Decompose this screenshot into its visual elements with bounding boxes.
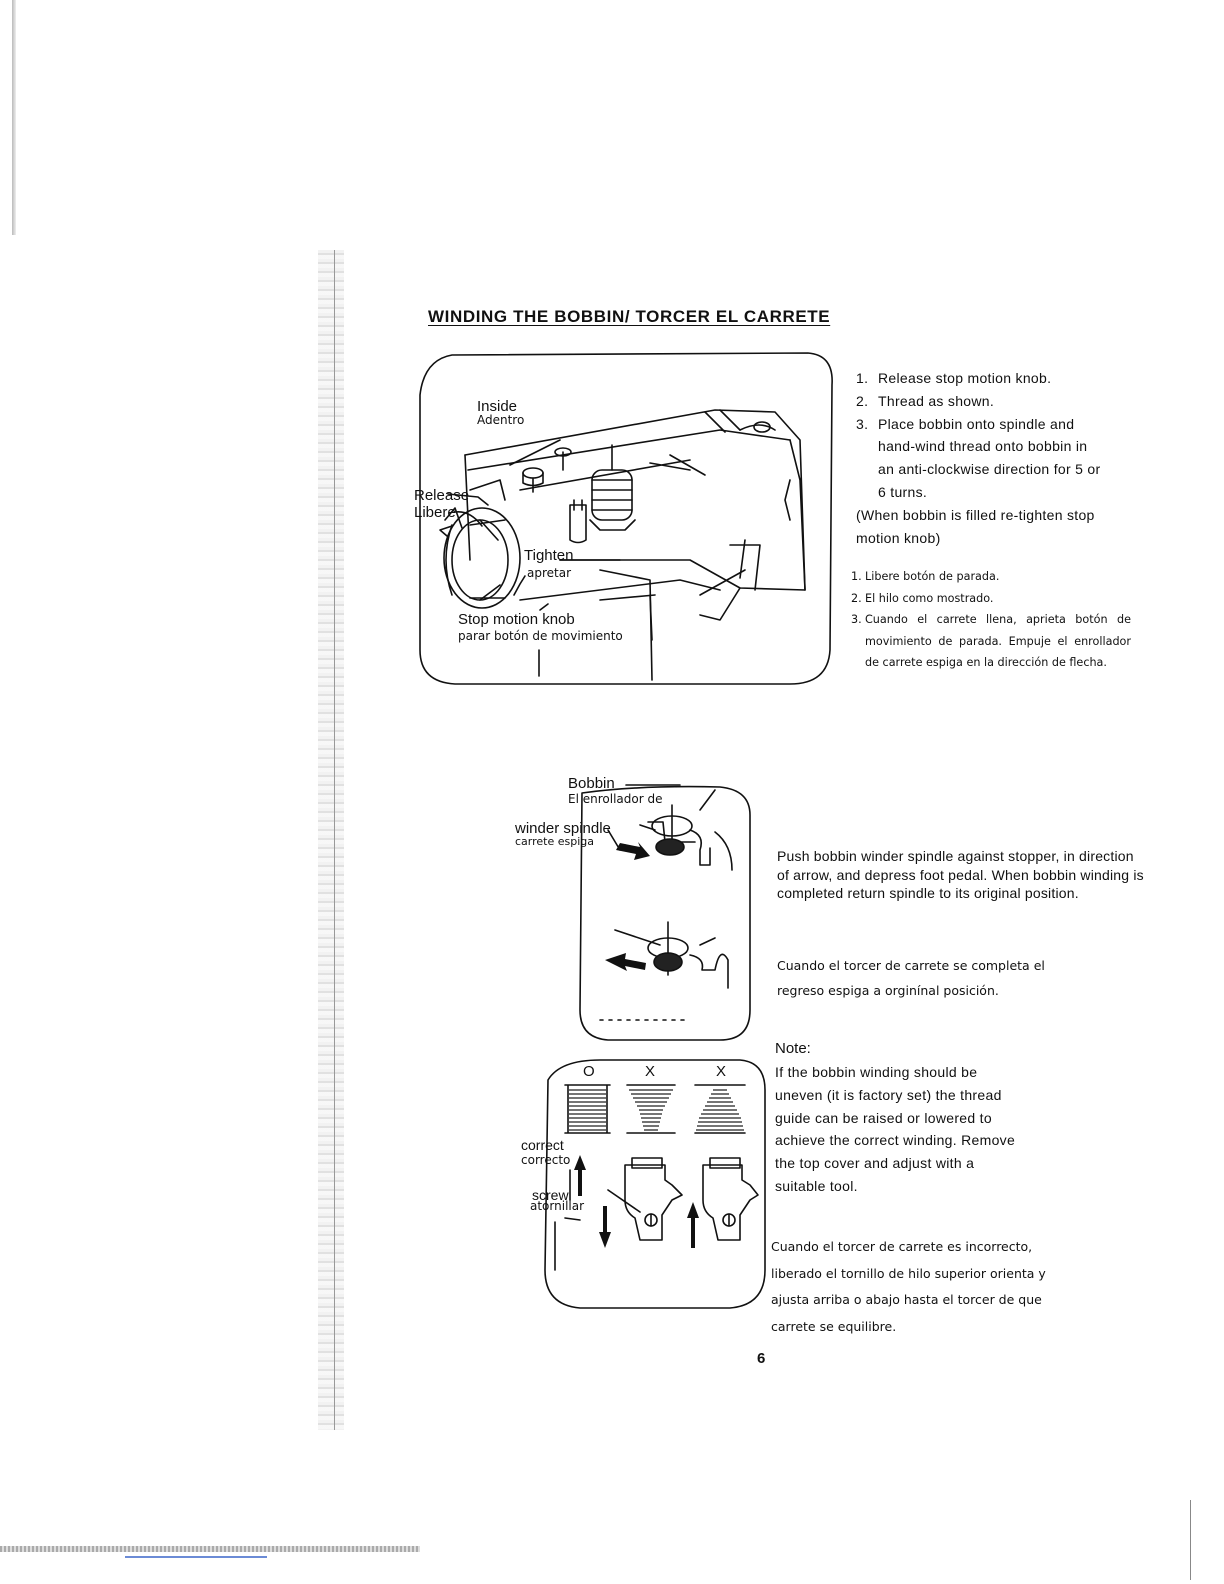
steps-spanish xyxy=(851,566,1131,674)
label-correct-es: correcto xyxy=(521,1153,571,1167)
paso-3: 3. Cuando el carrete llena, aprieta botón de movimiento de parada. Empuje el enrollador de carrete espiga en la dirección de flecha. xyxy=(851,613,1131,669)
label-tighten-es: apretar xyxy=(527,566,572,580)
label-stop-motion-knob-es: parar botón de movimiento xyxy=(458,629,623,643)
label-release-es: Libere xyxy=(414,504,456,521)
label-stop-motion-knob: Stop motion knob xyxy=(458,611,575,628)
label-screw: screw xyxy=(532,1187,569,1203)
up-arrow-icon xyxy=(687,1202,699,1248)
push-instructions-english: Push bobbin winder spindle against stopper, in direction of arrow, and depress foot pedal. When bobbin winding is completed return spindle to its original position. xyxy=(777,848,1144,901)
label-winder-spindle-es: carrete espiga xyxy=(515,835,595,848)
up-arrow-icon xyxy=(574,1155,586,1196)
label-screw-es: atornillar xyxy=(530,1199,585,1213)
down-arrow-icon xyxy=(599,1206,611,1248)
steps-english xyxy=(856,367,1106,549)
label-bobbin-es: El enrollador de xyxy=(568,792,663,806)
label-winder-spindle: winder spindle xyxy=(515,820,611,837)
label-correct: correct xyxy=(521,1137,564,1153)
label-inside: Inside xyxy=(477,398,518,415)
note-english: If the bobbin winding should be uneven (it is factory set) the thread guide can be raised or lowered to achieve the correct winding. Remove the top cover and adjust with a suitable tool. xyxy=(775,1064,1016,1194)
step-1: 1. Release stop motion knob. xyxy=(856,370,1052,386)
note-spanish: Cuando el torcer de carrete es incorrecto, liberado el tornillo de hilo superior orienta y ajusta arriba o abajo hasta el torcer de que carrete se equilibre. xyxy=(771,1239,1046,1334)
mark-incorrect-1: X xyxy=(645,1063,656,1080)
mark-correct: O xyxy=(583,1063,595,1080)
push-instructions-spanish: Cuando el torcer de carrete se completa el regreso espiga a orginínal posición. xyxy=(777,958,1045,998)
step-2: 2. Thread as shown. xyxy=(856,392,995,409)
note-heading: Note: xyxy=(775,1040,811,1057)
return-arrow-icon xyxy=(605,953,646,971)
step-note: (When bobbin is filled re-tighten stop motion knob) xyxy=(856,506,1095,546)
label-release: Release xyxy=(414,487,470,504)
bobbin-comparison-illustration xyxy=(555,1085,758,1270)
bobbin-winder-illustration xyxy=(600,785,732,1020)
paso-1: 1. Libere botón de parada. xyxy=(851,570,1000,583)
page-number: 6 xyxy=(757,1350,766,1367)
push-arrow-icon xyxy=(616,842,650,860)
paso-2: 2. El hilo como mostrado. xyxy=(851,591,994,605)
page-title: WINDING THE BOBBIN/ TORCER EL CARRETE xyxy=(428,307,831,326)
label-bobbin: Bobbin xyxy=(568,775,615,792)
label-inside-es: Adentro xyxy=(477,413,525,427)
step-3: 3. Place bobbin onto spindle and hand-wind thread onto bobbin in an anti-clockwise direction for 5 or 6 turns. xyxy=(856,415,1101,500)
label-tighten: Tighten xyxy=(524,547,574,564)
mark-incorrect-2: X xyxy=(716,1063,727,1080)
